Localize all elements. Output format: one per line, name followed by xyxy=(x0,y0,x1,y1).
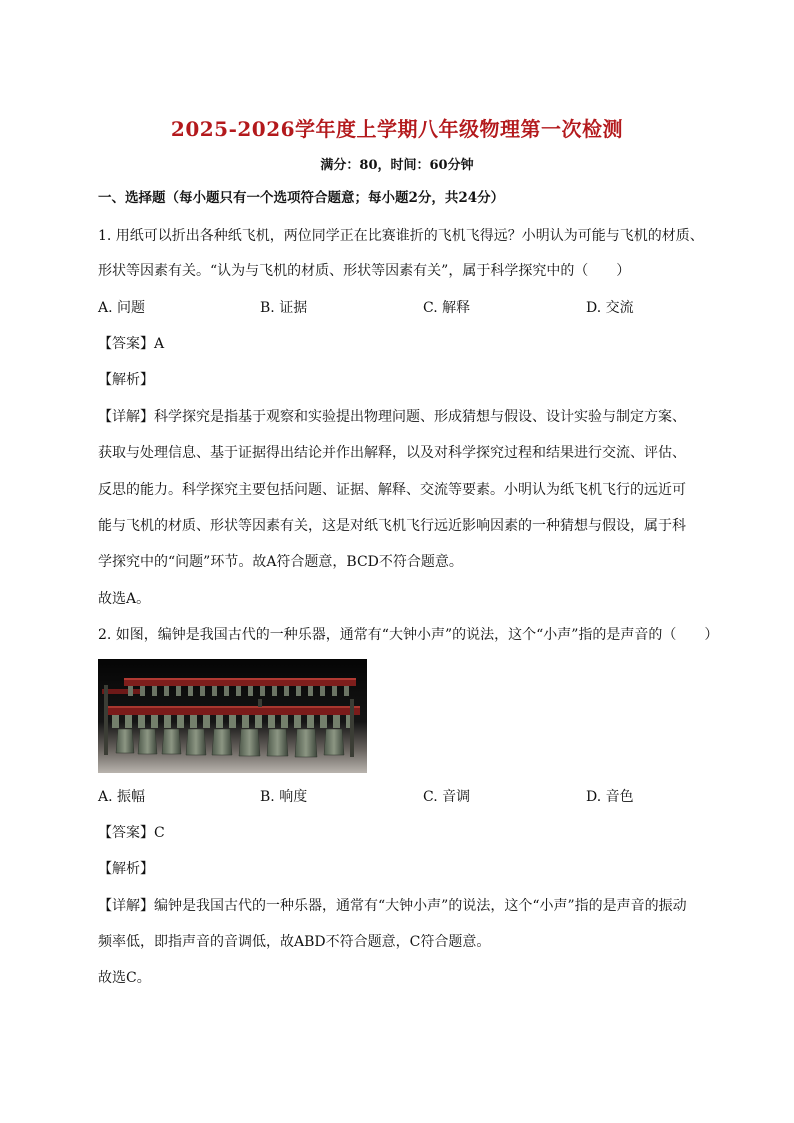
q1-answer: 【答案】A xyxy=(98,336,165,352)
page-title: 2025-2026学年度上学期八年级物理第一次检测 xyxy=(170,117,624,141)
bianzhong-bells-image xyxy=(98,659,367,773)
q2-option-d: D. 音色 xyxy=(586,789,634,805)
q1-stem-line-2: 形状等因素有关。“认为与飞机的材质、形状等因素有关”，属于科学探究中的（ ） xyxy=(98,263,631,279)
q1-conclusion: 故选A。 xyxy=(98,591,151,607)
q1-analysis-label: 【解析】 xyxy=(98,372,154,388)
page-subtitle: 满分：80，时间：60分钟 xyxy=(320,158,474,173)
q2-analysis-label: 【解析】 xyxy=(98,861,154,877)
q1-option-b: B. 证据 xyxy=(260,300,308,316)
q1-detail-line-2: 获取与处理信息、基于证据得出结论并作出解释，以及对科学探究过程和结果进行交流、评估、 xyxy=(98,445,686,461)
section-heading: 一、选择题（每小题只有一个选项符合题意；每小题2分，共24分） xyxy=(98,190,505,206)
q2-detail-line-1: 【详解】编钟是我国古代的一种乐器，通常有“大钟小声”的说法，这个“小声”指的是声音的振动 xyxy=(98,898,687,914)
q2-option-c: C. 音调 xyxy=(423,789,471,805)
q2-conclusion: 故选C。 xyxy=(98,970,151,986)
q2-detail-line-2: 频率低，即指声音的音调低，故ABD不符合题意，C符合题意。 xyxy=(98,934,491,950)
q1-detail-line-1: 【详解】科学探究是指基于观察和实验提出物理问题、形成猜想与假设、设计实验与制定方案、 xyxy=(98,409,686,425)
q1-option-d: D. 交流 xyxy=(586,300,634,316)
q1-option-c: C. 解释 xyxy=(423,300,471,316)
q1-detail-line-3: 反思的能力。科学探究主要包括问题、证据、解释、交流等要素。小明认为纸飞机飞行的远近可 xyxy=(98,482,686,498)
q2-option-b: B. 响度 xyxy=(260,789,308,805)
q1-detail-line-4: 能与飞机的材质、形状等因素有关，这是对纸飞机飞行远近影响因素的一种猜想与假设，属于科 xyxy=(98,518,686,534)
q1-detail-line-5: 学探究中的“问题”环节。故A符合题意，BCD不符合题意。 xyxy=(98,554,463,570)
q2-option-a: A. 振幅 xyxy=(98,789,146,805)
q2-answer: 【答案】C xyxy=(98,825,165,841)
q1-option-a: A. 问题 xyxy=(98,300,146,316)
q2-stem: 2. 如图，编钟是我国古代的一种乐器，通常有“大钟小声”的说法，这个“小声”指的是声音的（ ） xyxy=(98,627,719,643)
q1-stem-line-1: 1. 用纸可以折出各种纸飞机，两位同学正在比赛谁折的飞机飞得远？小明认为可能与飞机的材质、 xyxy=(98,228,704,244)
